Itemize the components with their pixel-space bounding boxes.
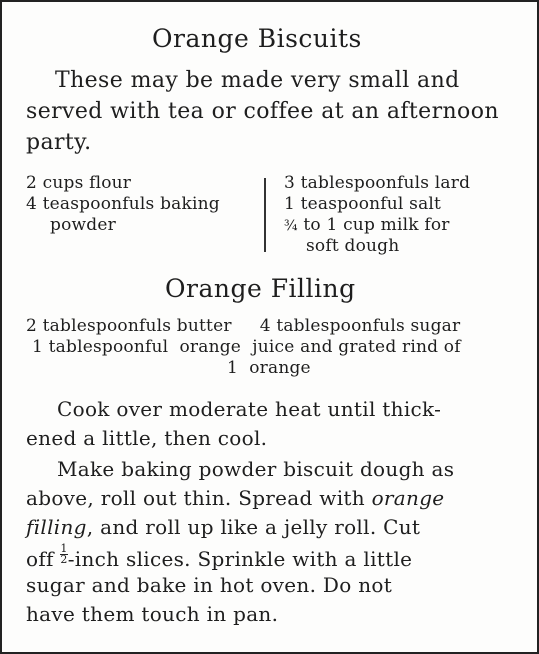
three-quarter-fraction: ¾ (284, 218, 298, 234)
filling-ingredients-1: 2 tablespoonfuls butter 4 tablespoonfuls sugar (26, 316, 461, 336)
cook-line-1: Cook over moderate heat until thick- (57, 397, 442, 421)
filling-ingredients-3: 1 orange (227, 358, 311, 378)
ingredient-right-4: soft dough (306, 236, 400, 256)
ingredient-left-1: 2 cups flour (26, 173, 132, 193)
orange-italic: orange (371, 486, 445, 510)
ingredient-left-3: powder (50, 215, 116, 235)
half-numerator: 1 (60, 542, 68, 555)
method-line-4 (26, 544, 412, 571)
intro-line-1: These may be made very small and (55, 68, 460, 93)
half-fraction (60, 544, 67, 565)
half-denominator: 2 (60, 553, 68, 566)
method-line-2 (26, 486, 444, 510)
column-divider (264, 178, 266, 252)
intro-line-2: served with tea or coffee at an afternoon (26, 99, 499, 124)
method-line-4-start: off (26, 547, 54, 571)
filling-ingredients-2: 1 tablespoonful orange juice and grated rind of (32, 337, 461, 357)
cook-line-2: ened a little, then cool. (26, 426, 268, 450)
filling-title: Orange Filling (165, 274, 356, 303)
ingredient-right-2: 1 teaspoonful salt (284, 194, 442, 214)
ingredient-right-1: 3 tablespoonfuls lard (284, 173, 471, 193)
method-line-6: have them touch in pan. (26, 602, 279, 626)
method-line-2-text: above, roll out thin. Spread with (26, 486, 365, 510)
filling-italic: filling (26, 515, 87, 539)
method-line-3-text: , and roll up like a jelly roll. Cut (86, 515, 421, 539)
method-line-3 (26, 515, 420, 539)
ingredient-left-2: 4 teaspoonfuls baking (26, 194, 220, 214)
recipe-title: Orange Biscuits (152, 24, 362, 53)
ingredient-right-3 (284, 215, 450, 235)
method-line-4-end: -inch slices. Sprinkle with a little (67, 547, 413, 571)
ingredient-right-3-text: to 1 cup milk for (303, 215, 450, 235)
intro-line-3: party. (26, 130, 92, 155)
method-line-1: Make baking powder biscuit dough as (57, 457, 455, 481)
method-line-5: sugar and bake in hot oven. Do not (26, 573, 393, 597)
